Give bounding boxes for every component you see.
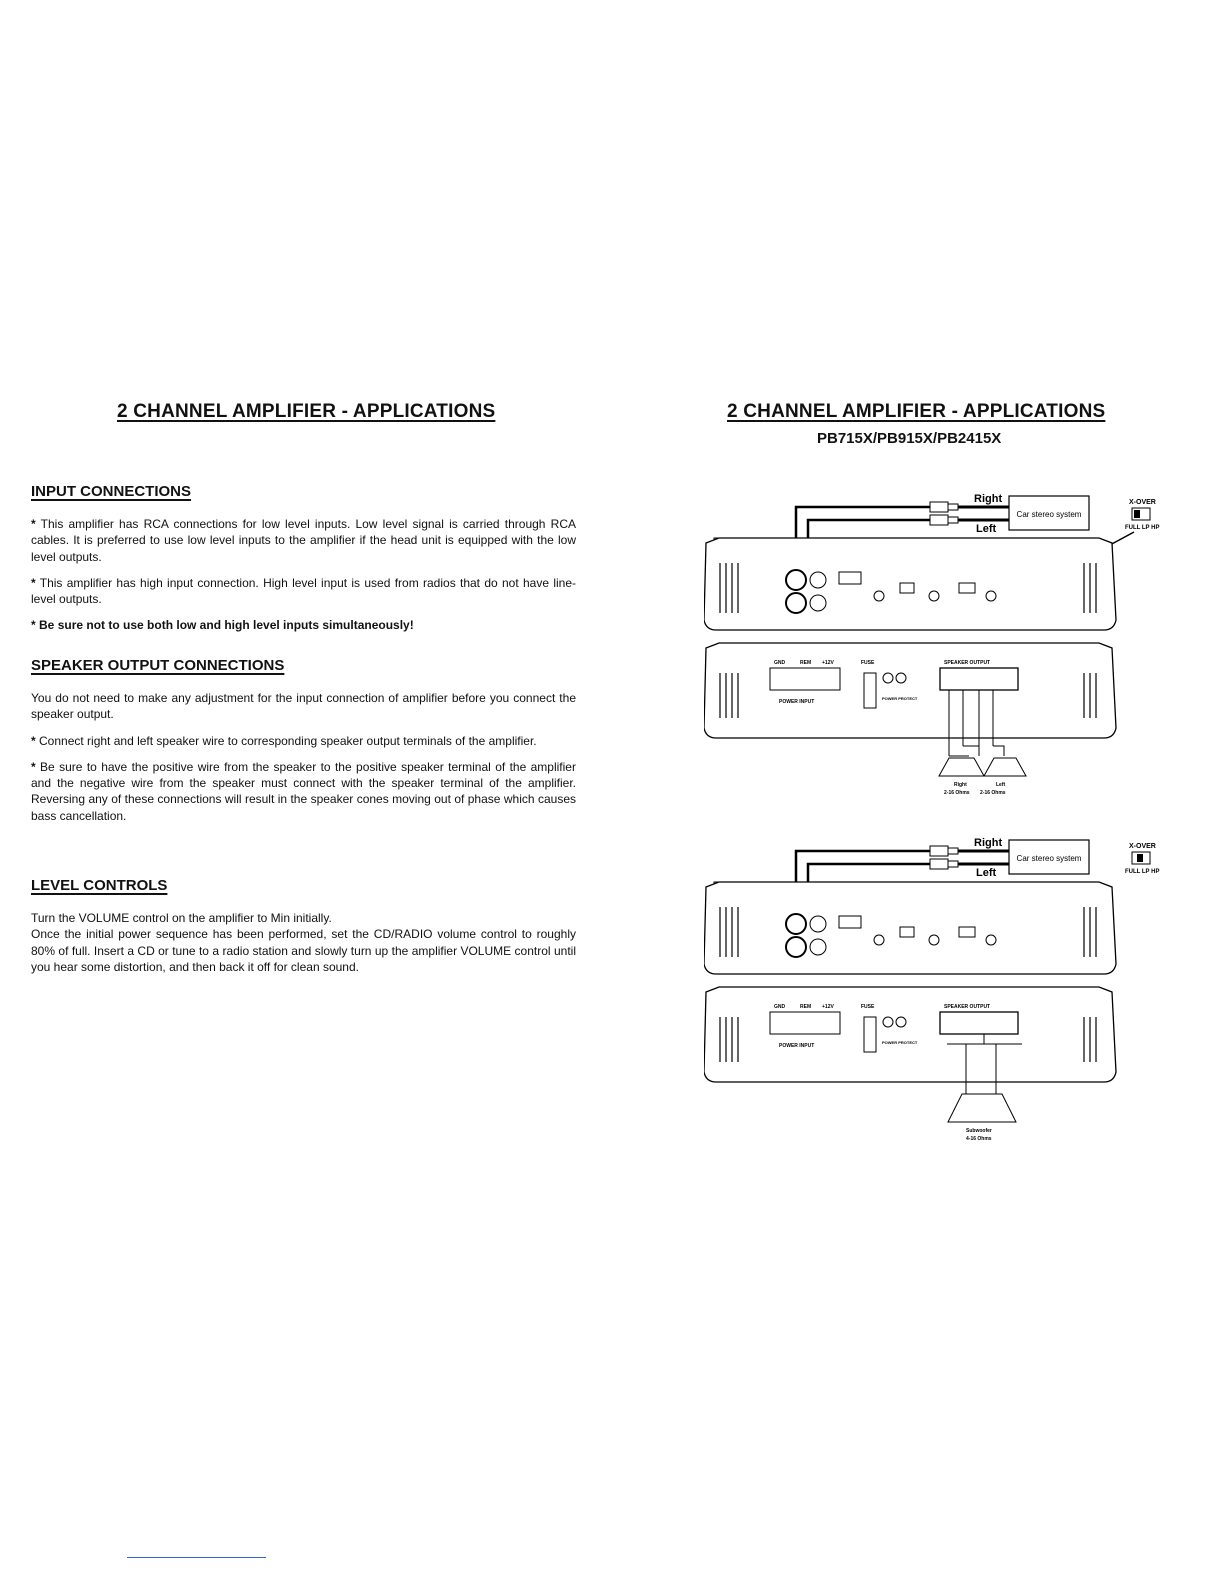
right-speaker: [939, 758, 984, 776]
section-heading: SPEAKER OUTPUT CONNECTIONS: [31, 657, 285, 674]
section-heading: INPUT CONNECTIONS: [31, 483, 192, 500]
level-knob: [874, 935, 884, 945]
left-channel-label: Left: [976, 867, 997, 879]
fuse: [864, 673, 876, 708]
xover-switch-panel: [959, 583, 975, 593]
left-speaker-label: Left: [996, 782, 1006, 788]
power-led: [883, 673, 893, 683]
left-channel-label: Left: [976, 523, 997, 535]
xover-switch-knob: [1137, 854, 1143, 862]
power-terminal: [770, 668, 840, 690]
speaker-terminal: [940, 1012, 1018, 1034]
model-numbers: PB715X/PB915X/PB2415X: [817, 430, 1002, 447]
protect-led: [896, 1017, 906, 1027]
right-speaker-label: Right: [954, 782, 967, 788]
paragraph: Once the initial power sequence has been performed, set the CD/RADIO volume control to roughly 80% of full. Insert a CD or tune to a radio station and slowly turn up the amplifier VOLUME control until you hear some distortion, and then back it off for clean sound.: [31, 927, 576, 974]
rca-jack: [786, 914, 806, 934]
fuse-label: FUSE: [861, 660, 875, 666]
gnd-label: GND: [774, 660, 786, 666]
low-pass-knob: [929, 935, 939, 945]
xover-label: X-OVER: [1129, 843, 1156, 850]
rca-jack: [810, 939, 826, 955]
ohms-label: 2-16 Ohms: [944, 790, 970, 796]
rca-jack: [786, 570, 806, 590]
stereo-wiring-diagram: [704, 488, 1214, 808]
bass-eq-switch: [900, 927, 914, 937]
amp-output-panel: [704, 987, 1116, 1082]
paragraph: * Be sure to have the positive wire from the speaker to the positive speaker terminal of the amplifier and the negative wire from the speaker must connect with the speaker terminal of the amplifier. Reversing any of these connections will result in the speaker cones moving out of phase which causes bass cancellation.: [31, 759, 576, 823]
rca-plug: [948, 848, 958, 854]
rca-plug: [930, 859, 948, 869]
fuse-label: FUSE: [861, 1004, 875, 1010]
right-channel-label: Right: [974, 837, 1003, 849]
speaker-output-section: [31, 657, 576, 834]
high-pass-knob: [986, 591, 996, 601]
left-speaker: [984, 758, 1026, 776]
protect-led: [896, 673, 906, 683]
paragraph: Turn the VOLUME control on the amplifier to Min initially.: [31, 911, 332, 925]
level-knob: [874, 591, 884, 601]
power-led: [883, 1017, 893, 1027]
input-block: [839, 572, 861, 584]
power-protect-label: POWER PROTECT: [882, 696, 918, 701]
power-input-label: POWER INPUT: [779, 699, 815, 705]
head-unit-label: Car stereo system: [1016, 510, 1082, 519]
rca-jack: [786, 593, 806, 613]
high-pass-knob: [986, 935, 996, 945]
subwoofer-label: Subwoofer: [966, 1128, 992, 1134]
rca-jack: [810, 916, 826, 932]
ohms-label: 4-16 Ohms: [966, 1136, 992, 1142]
paragraph: * This amplifier has high input connection. High level input is used from radios that do not have line-level outputs.: [31, 575, 576, 607]
paragraph: * Connect right and left speaker wire to corresponding speaker output terminals of the amplifier.: [31, 733, 537, 748]
speaker-terminal: [940, 668, 1018, 690]
rca-jack: [810, 572, 826, 588]
power-terminal: [770, 1012, 840, 1034]
rem-label: REM: [800, 660, 812, 666]
bass-eq-switch: [900, 583, 914, 593]
head-unit-label: Car stereo system: [1016, 854, 1082, 863]
subwoofer: [948, 1094, 1016, 1122]
rca-plug: [948, 517, 958, 523]
plus12v-label: +12V: [822, 1004, 834, 1010]
rca-jack: [786, 937, 806, 957]
power-protect-label: POWER PROTECT: [882, 1040, 918, 1045]
input-block: [839, 916, 861, 928]
paragraph: * This amplifier has RCA connections for low level inputs. Low level signal is carried through RCA cables. It is preferred to use low level inputs to the amplifier if the head unit is equipped with the low level outputs.: [31, 517, 577, 564]
ohms-label: 2-16 Ohms: [980, 790, 1006, 796]
power-input-label: POWER INPUT: [779, 1043, 815, 1049]
xover-switch-panel: [959, 927, 975, 937]
section-heading: LEVEL CONTROLS: [31, 877, 168, 894]
level-controls-section: [31, 877, 576, 985]
page-title: 2 CHANNEL AMPLIFIER - APPLICATIONS: [117, 401, 496, 422]
xover-modes-label: FULL LP HP: [1125, 869, 1160, 875]
rca-plug: [930, 846, 948, 856]
xover-modes-label: FULL LP HP: [1125, 525, 1160, 531]
low-pass-knob: [929, 591, 939, 601]
gnd-label: GND: [774, 1004, 786, 1010]
right-page: [612, 0, 1224, 1584]
rca-jack: [810, 595, 826, 611]
xover-switch-knob: [1134, 510, 1140, 518]
bridged-wiring-diagram: [704, 832, 1214, 1152]
speaker-output-label: SPEAKER OUTPUT: [944, 1004, 991, 1010]
paragraph: You do not need to make any adjustment for the input connection of amplifier before you connect the speaker output.: [31, 691, 576, 722]
rca-plug: [930, 515, 948, 525]
rem-label: REM: [800, 1004, 812, 1010]
xover-label: X-OVER: [1129, 499, 1156, 506]
amp-output-panel: [704, 643, 1116, 738]
input-connections-section: [31, 483, 576, 644]
warning-paragraph: * Be sure not to use both low and high level inputs simultaneously!: [31, 618, 414, 633]
rca-plug: [930, 502, 948, 512]
right-channel-label: Right: [974, 493, 1003, 505]
rca-plug: [948, 504, 958, 510]
fuse: [864, 1017, 876, 1052]
speaker-output-label: SPEAKER OUTPUT: [944, 660, 991, 666]
plus12v-label: +12V: [822, 660, 834, 666]
page-title: 2 CHANNEL AMPLIFIER - APPLICATIONS: [727, 401, 1106, 422]
footer-rule: [127, 1557, 266, 1558]
rca-plug: [948, 861, 958, 867]
